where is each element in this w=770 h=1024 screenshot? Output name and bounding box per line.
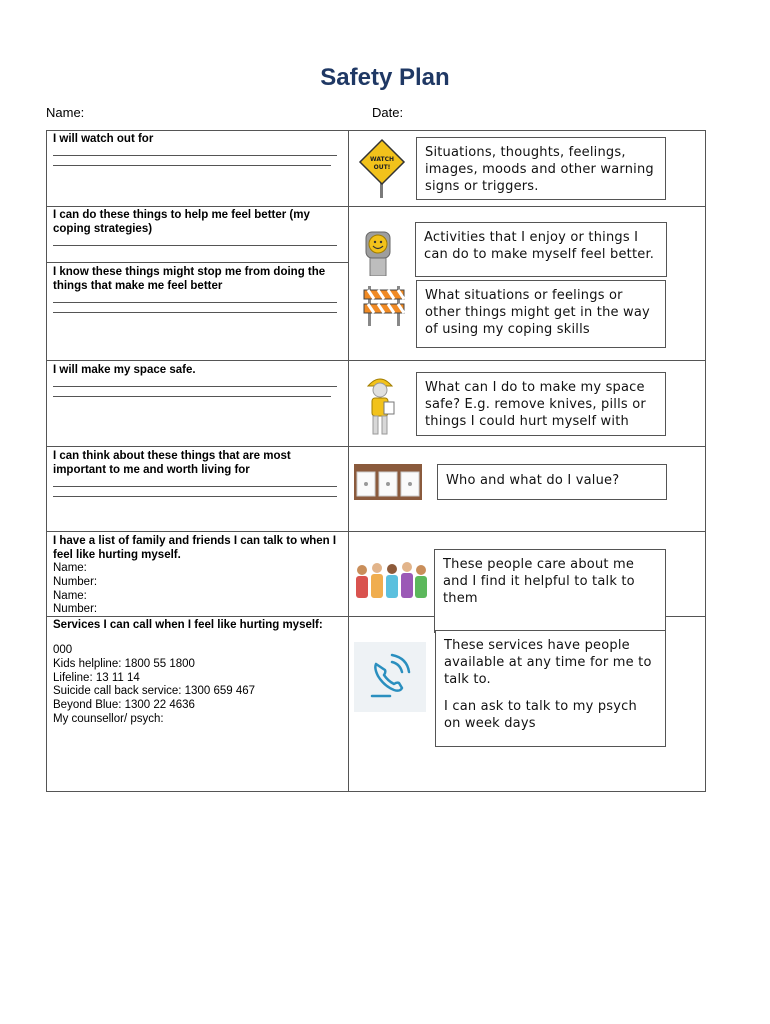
contact-number-label: Number: bbox=[53, 603, 98, 616]
section-contacts bbox=[53, 534, 343, 617]
note-services-line1: These services have people available at any time for me to talk to. bbox=[444, 638, 652, 687]
note-services-line2: I can ask to talk to my psych on week days bbox=[444, 699, 637, 731]
note-watch: Situations, thoughts, feelings, images, moods and other warning signs or triggers. bbox=[416, 137, 666, 200]
page-title: Safety Plan bbox=[320, 64, 450, 91]
note-services bbox=[435, 630, 666, 747]
row-divider bbox=[46, 262, 348, 263]
write-line[interactable] bbox=[53, 387, 331, 397]
write-line[interactable] bbox=[53, 477, 337, 487]
fist-smiley-icon bbox=[360, 222, 396, 276]
service-line: My counsellor/ psych: bbox=[53, 712, 164, 725]
row-divider bbox=[46, 360, 706, 361]
section-coping bbox=[53, 208, 343, 246]
watch-out-sign-icon bbox=[358, 138, 406, 198]
write-line[interactable] bbox=[53, 303, 337, 313]
contact-name-label: Name: bbox=[53, 589, 87, 602]
service-line: Kids helpline: 1800 55 1800 bbox=[53, 657, 195, 670]
write-line[interactable] bbox=[53, 236, 337, 246]
section-safe-heading: I will make my space safe. bbox=[53, 364, 196, 376]
section-barriers-heading: I know these things might stop me from doing the things that make me feel better bbox=[53, 266, 326, 292]
note-barriers: What situations or feelings or other things might get in the way of using my coping skills bbox=[416, 280, 666, 348]
row-divider bbox=[46, 531, 706, 532]
section-contacts-heading: I have a list of family and friends I can talk to when I feel like hurting myself. bbox=[53, 535, 337, 561]
section-watch-heading: I will watch out for bbox=[53, 133, 154, 145]
note-safe: What can I do to make my space safe? E.g. remove knives, pills or things I could hurt myself with bbox=[416, 372, 666, 436]
section-value-heading: I can think about these things that are most important to me and worth living for bbox=[53, 450, 291, 476]
row-divider bbox=[46, 446, 706, 447]
value-cards-icon bbox=[354, 464, 422, 500]
note-value: Who and what do I value? bbox=[437, 464, 667, 500]
write-line[interactable] bbox=[53, 156, 331, 166]
section-barriers bbox=[53, 265, 343, 313]
note-contacts: These people care about me and I find it helpful to talk to them bbox=[434, 549, 666, 633]
service-line: Lifeline: 13 11 14 bbox=[53, 671, 140, 684]
write-line[interactable] bbox=[53, 487, 337, 497]
row-divider bbox=[46, 206, 706, 207]
phone-icon bbox=[354, 642, 426, 712]
write-line[interactable] bbox=[53, 146, 337, 156]
section-safe bbox=[53, 363, 343, 397]
section-value bbox=[53, 449, 343, 497]
svg-text:OUT!: OUT! bbox=[373, 164, 391, 171]
column-divider bbox=[348, 130, 349, 792]
contact-number-label: Number: bbox=[53, 575, 98, 588]
date-label: Date: bbox=[372, 105, 404, 120]
svg-text:WATCH: WATCH bbox=[369, 156, 395, 163]
section-coping-heading: I can do these things to help me feel better (my coping strategies) bbox=[53, 209, 310, 235]
section-services bbox=[53, 618, 343, 727]
write-line[interactable] bbox=[53, 377, 337, 387]
write-line[interactable] bbox=[53, 293, 337, 303]
contact-name-label: Name: bbox=[53, 562, 87, 574]
section-watch bbox=[53, 132, 343, 166]
note-coping: Activities that I enjoy or things I can do to make myself feel better. bbox=[415, 222, 667, 277]
construction-worker-icon bbox=[360, 372, 400, 436]
service-line: Beyond Blue: 1300 22 4636 bbox=[53, 699, 195, 712]
service-line: 000 bbox=[53, 644, 73, 656]
service-line: Suicide call back service: 1300 659 467 bbox=[53, 685, 256, 698]
road-barrier-icon bbox=[360, 282, 408, 328]
group-of-people-icon bbox=[352, 558, 430, 600]
name-label: Name: bbox=[46, 105, 85, 120]
section-services-heading: Services I can call when I feel like hurting myself: bbox=[53, 619, 323, 631]
